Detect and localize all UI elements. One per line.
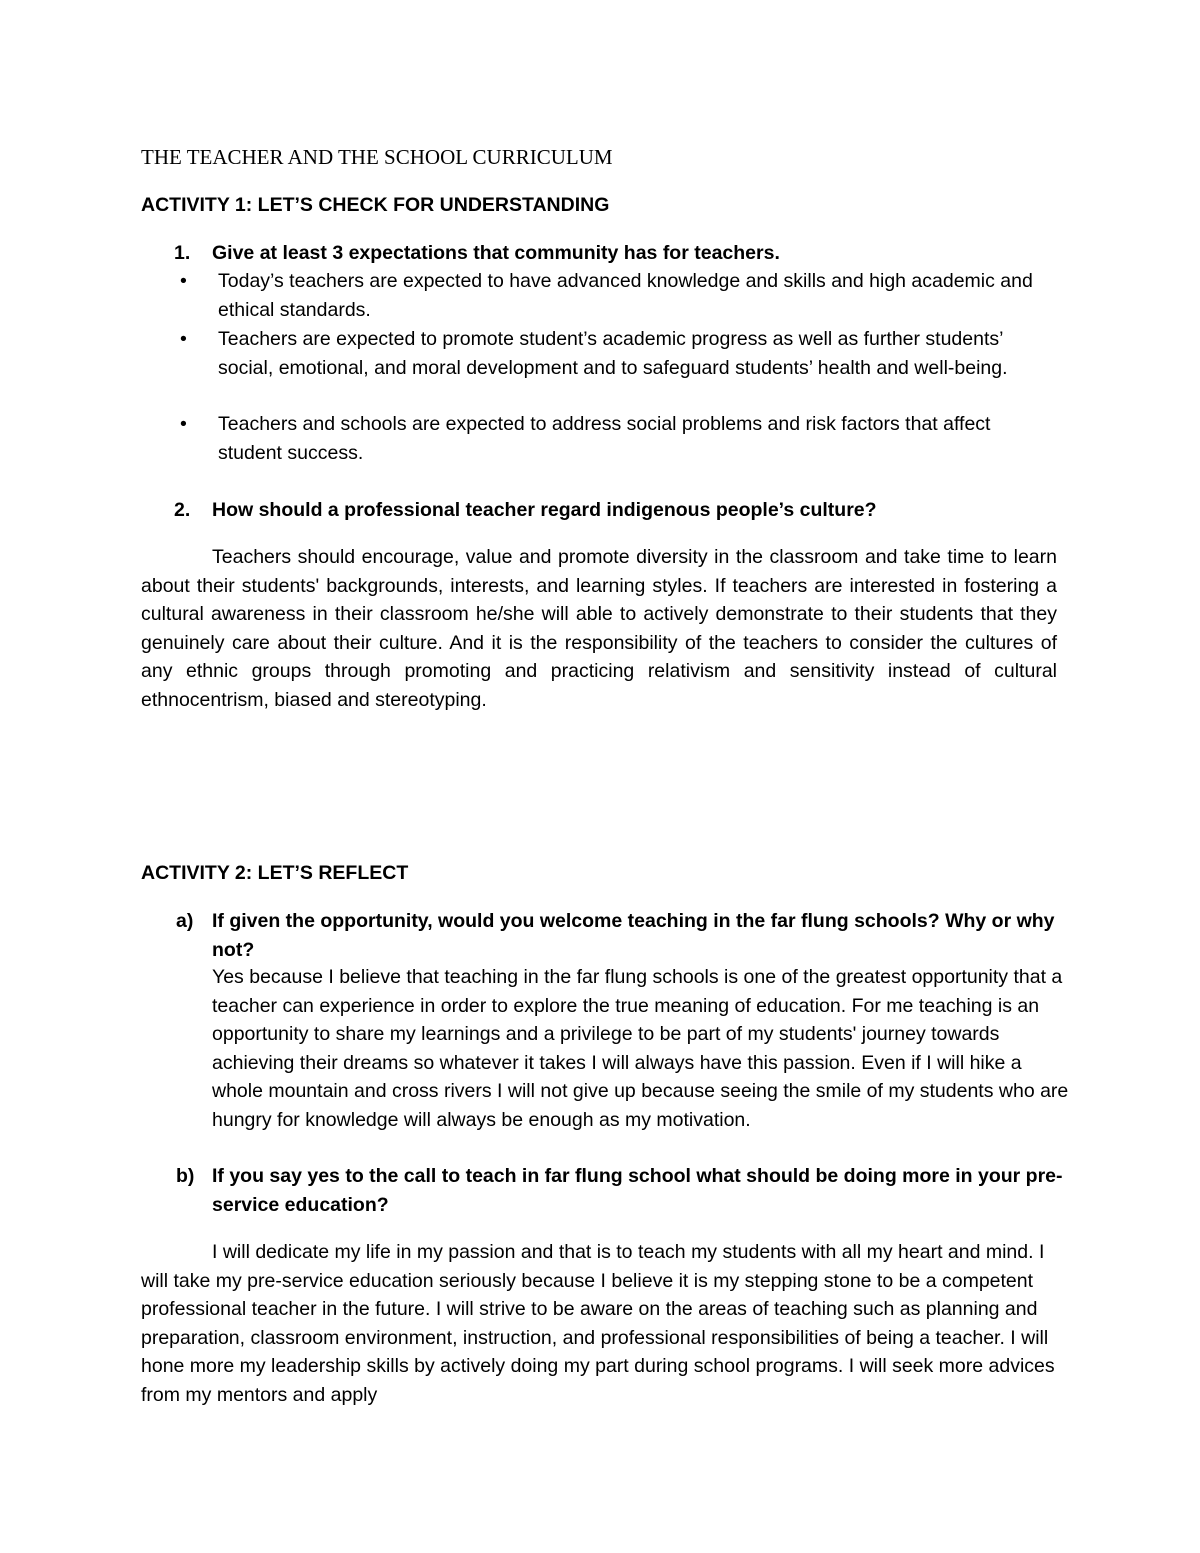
bullet-icon: • <box>180 328 187 350</box>
question-a-label: a) <box>176 910 194 932</box>
expectation-3: Teachers and schools are expected to address social problems and risk factors that affect student success. <box>218 413 991 464</box>
expectation-2: Teachers are expected to promote student’s academic progress as well as further students’ social, emotional, and moral development and to safeguard students’ health and well-being. <box>218 328 1008 379</box>
expectation-1: Today’s teachers are expected to have advanced knowledge and skills and high academic and ethical standards. <box>218 270 1033 321</box>
question-b-answer: I will dedicate my life in my passion and that is to teach my students with all my heart and mind. I will take my pre-service education seriously because I believe it is my stepping stone to be a competent professional teacher in the future. I will strive to be aware on the areas of teaching such as planning and preparation, classroom environment, instruction, and professional responsibilities of being a teacher. I will hone more my leadership skills by actively doing my part during school programs. I will seek more advices from my mentors and apply <box>141 1241 1055 1406</box>
question-2-number: 2. <box>174 499 191 521</box>
activity-1-heading: ACTIVITY 1: LET’S CHECK FOR UNDERSTANDING <box>141 194 610 216</box>
question-1-text: Give at least 3 expectations that community has for teachers. <box>212 242 780 264</box>
document-title: THE TEACHER AND THE SCHOOL CURRICULUM <box>141 145 613 169</box>
question-1-number: 1. <box>174 242 191 264</box>
question-2-answer: Teachers should encourage, value and promote diversity in the classroom and take time to learn about their students' backgrounds, interests, and learning styles. If teachers are interested in fostering a cultural awareness in their classroom he/she will able to actively demonstrate to their students that they genuinely care about their culture. And it is the responsibility of the teachers to consider the cultures of any ethnic groups through promoting and practicing relativism and sensitivity instead of cultural ethnocentrism, biased and stereotyping. <box>141 546 1057 711</box>
question-b-text: If you say yes to the call to teach in far flung school what should be doing more in your pre-service education? <box>212 1165 1063 1216</box>
activity-2-heading: ACTIVITY 2: LET’S REFLECT <box>141 862 409 884</box>
question-a-text: If given the opportunity, would you welcome teaching in the far flung schools? Why or why not? <box>212 910 1055 961</box>
question-2-text: How should a professional teacher regard indigenous people’s culture? <box>212 499 877 521</box>
bullet-icon: • <box>180 413 187 435</box>
bullet-icon: • <box>180 270 187 292</box>
question-b-label: b) <box>176 1165 195 1187</box>
question-a-answer: Yes because I believe that teaching in the far flung schools is one of the greatest opportunity that a teacher can experience in order to explore the true meaning of education. For me teaching is an opportunity to share my learnings and a privilege to be part of my students' journey towards achieving their dreams so whatever it takes I will always have this passion. Even if I will hike a whole mountain and cross rivers I will not give up because seeing the smile of my students who are hungry for knowledge will always be enough as my motivation. <box>212 966 1069 1131</box>
